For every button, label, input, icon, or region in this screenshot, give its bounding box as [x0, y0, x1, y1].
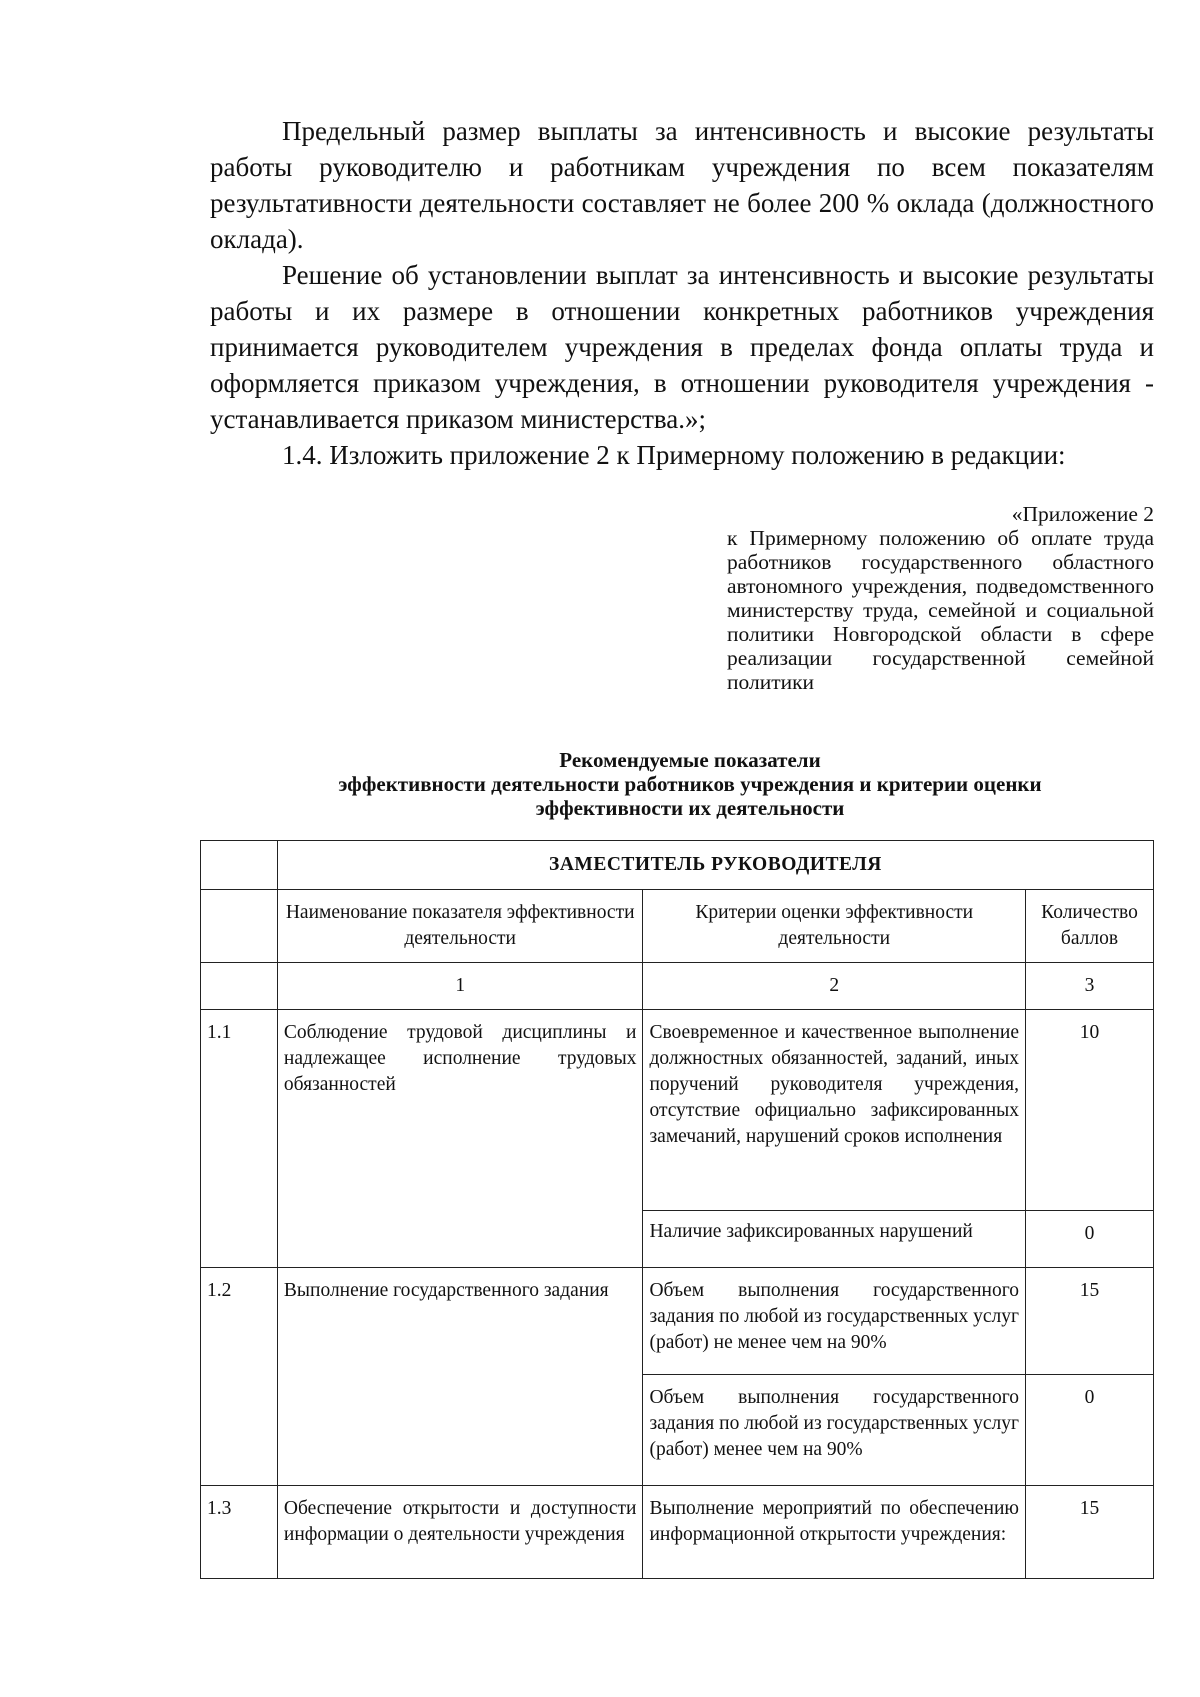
row-indicator: Обеспечение открытости и доступности информации о деятельности учреждения: [277, 1486, 643, 1579]
row-criteria: Объем выполнения государственного задания по любой из государственных услуг (работ) менее чем на 90%: [643, 1375, 1026, 1486]
header-criteria: Критерии оценки эффективности деятельности: [643, 890, 1026, 963]
row-points: 15: [1026, 1486, 1154, 1579]
row-number: 1.1: [201, 1010, 278, 1268]
column-number-1: 1: [277, 963, 643, 1010]
column-number-2: 2: [643, 963, 1026, 1010]
row-points: 10: [1026, 1010, 1154, 1211]
row-criteria: Выполнение мероприятий по обеспечению информационной открытости учреждения:: [643, 1486, 1026, 1579]
row-criteria: Объем выполнения государственного задания по любой из государственных услуг (работ) не менее чем на 90%: [643, 1268, 1026, 1375]
row-criteria: Наличие зафиксированных нарушений: [643, 1211, 1026, 1268]
table-row: [201, 1268, 1154, 1375]
paragraph-payment-decision: Решение об установлении выплат за интенсивность и высокие результаты работы и их размере в отношении конкретных работников учреждения принимается руководителем учреждения в пределах фонда оплаты труда и оформляется приказом учреждения, в отношении руководителя учреждения - устанавливается приказом министерства.»;: [210, 260, 1154, 434]
table-title: ЗАМЕСТИТЕЛЬ РУКОВОДИТЕЛЯ: [277, 841, 1153, 890]
paragraph-payment-limit: Предельный размер выплаты за интенсивность и высокие результаты работы руководителю и работникам учреждения по всем показателям результативности деятельности составляет не более 200 % оклада (должностного оклада).: [210, 116, 1154, 254]
row-indicator: Выполнение государственного задания: [277, 1268, 643, 1486]
appendix-body: к Примерному положению об оплате труда работников государственного областного автономного учреждения, подведомственного министерству труда, семейной и социальной политики Новгородской области в сфере реализации государственной семейной политики: [727, 526, 1154, 694]
row-points: 0: [1026, 1375, 1154, 1486]
row-points: 0: [1026, 1211, 1154, 1268]
document-heading: [200, 748, 1180, 820]
indicators-table: [200, 840, 1154, 1579]
heading-line-2: эффективности деятельности работников учреждения и критерии оценки: [338, 772, 1042, 796]
table-row: [201, 1486, 1154, 1579]
column-number-3: 3: [1026, 963, 1154, 1010]
row-number: 1.2: [201, 1268, 278, 1486]
header-indicator: Наименование показателя эффективности деятельности: [277, 890, 643, 963]
appendix-caption: [727, 502, 1154, 694]
table-header-row: [201, 890, 1154, 963]
header-points: Количество баллов: [1026, 890, 1154, 963]
row-indicator: Соблюдение трудовой дисциплины и надлежащее исполнение трудовых обязанностей: [277, 1010, 643, 1268]
table-title-row: [201, 841, 1154, 890]
heading-line-1: Рекомендуемые показатели: [559, 748, 821, 772]
row-criteria: Своевременное и качественное выполнение должностных обязанностей, заданий, иных поручений руководителя учреждения, отсутствие официально зафиксированных замечаний, нарушений сроков исполнения: [643, 1010, 1026, 1211]
heading-line-3: эффективности их деятельности: [535, 796, 845, 820]
row-points: 15: [1026, 1268, 1154, 1375]
row-number: 1.3: [201, 1486, 278, 1579]
column-numbers-row: [201, 963, 1154, 1010]
appendix-title: «Приложение 2: [1011, 502, 1154, 526]
paragraph-amendment: 1.4. Изложить приложение 2 к Примерному положению в редакции:: [282, 440, 1066, 470]
table-row: [201, 1010, 1154, 1211]
